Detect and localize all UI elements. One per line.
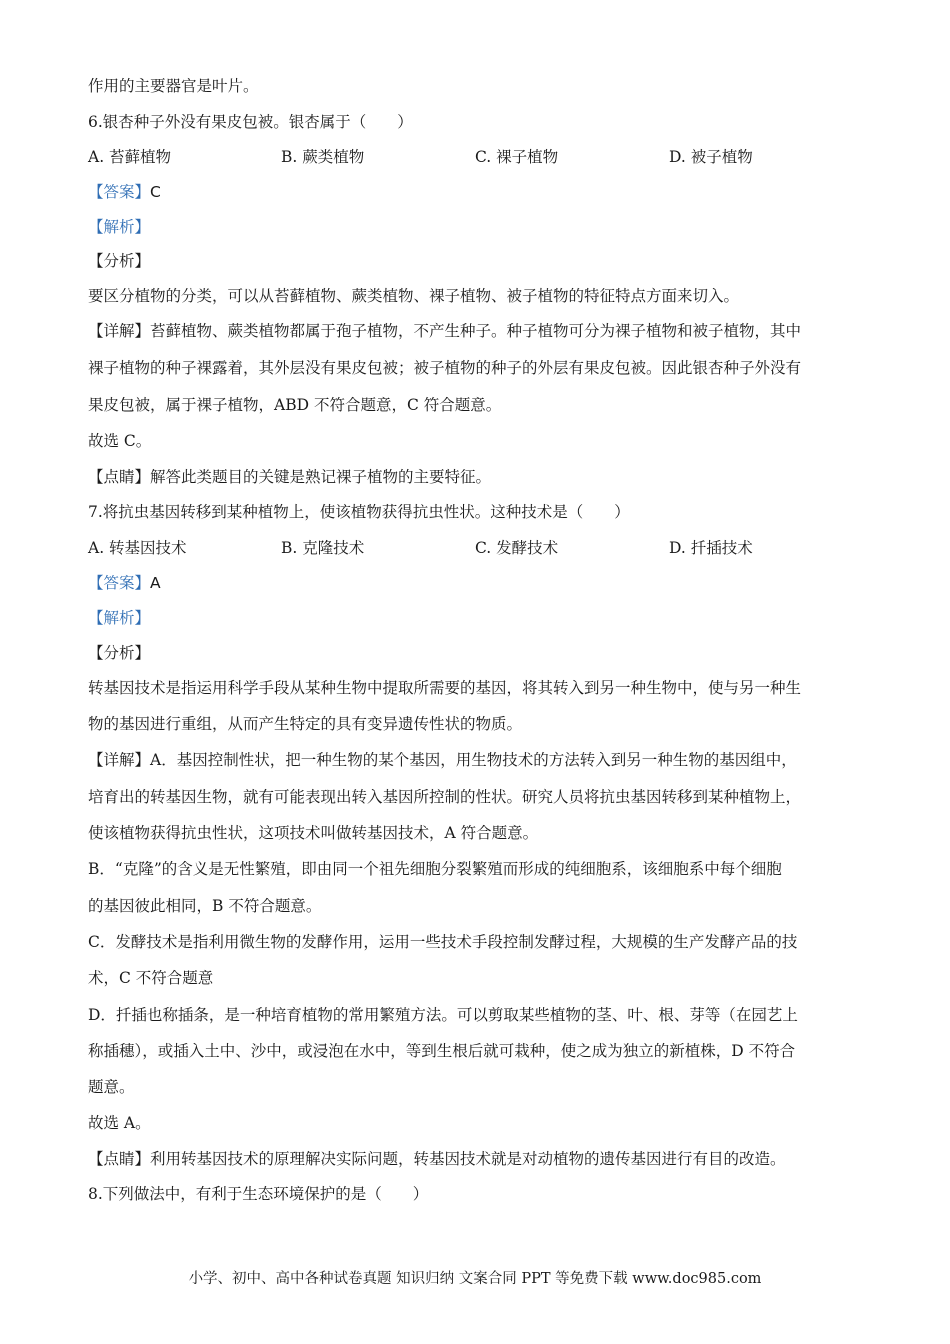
q6-option-c: C. 裸子植物 [475, 148, 559, 166]
q7-jiexi-label: 【解析】 [88, 609, 151, 627]
q7-option-b: B. 克隆技术 [281, 539, 365, 557]
xiangjie-label: 【详解】 [88, 322, 151, 340]
text-line: 题意。 [88, 1078, 135, 1096]
answer-label: 【答案】 [88, 183, 151, 201]
q6-dianjing [88, 467, 491, 487]
text-line: 称插穗），或插入土中、沙中，或浸泡在水中，等到生根后就可栽种，使之成为独立的新植株，D 不符合 [88, 1042, 796, 1060]
q7-dianjing [88, 1149, 786, 1169]
answer-value: A [150, 574, 161, 592]
text-span: 解答此类题目的关键是熟记裸子植物的主要特征。 [150, 468, 492, 486]
text-line: 使该植物获得抗虫性状，这项技术叫做转基因技术，A 符合题意。 [88, 824, 539, 842]
question-7: 7.将抗虫基因转移到某种植物上，使该植物获得抗虫性状。这种技术是（ ） [88, 503, 630, 521]
page-footer: 小学、初中、高中各种试卷真题 知识归纳 文案合同 PPT 等免费下载 www.doc985.com [188, 1271, 762, 1287]
q6-option-b: B. 蕨类植物 [281, 148, 365, 166]
text-line: 作用的主要器官是叶片。 [88, 77, 259, 95]
q7-fenxi-label: 【分析】 [88, 644, 151, 662]
text-line: 转基因技术是指运用科学手段从某种生物中提取所需要的基因，将其转入到另一种生物中，使与另一种生 [88, 679, 802, 697]
q7-answer [88, 573, 161, 593]
q6-fenxi-label: 【分析】 [88, 252, 151, 270]
text-line: 故选 A。 [88, 1114, 151, 1132]
answer-value: C [150, 183, 161, 201]
text-line: 故选 C。 [88, 432, 152, 450]
text-span: A．基因控制性状，把一种生物的某个基因，用生物技术的方法转入到另一种生物的基因组中， [150, 751, 797, 769]
q6-option-d: D. 被子植物 [669, 148, 753, 166]
q7-option-d: D. 扦插技术 [669, 539, 753, 557]
text-line: B．“克隆”的含义是无性繁殖，即由同一个祖先细胞分裂繁殖而形成的纯细胞系，该细胞系中每个细胞 [88, 860, 782, 878]
dianjing-label: 【点睛】 [88, 1150, 151, 1168]
q7-xiangjie [88, 750, 797, 770]
text-line: C．发酵技术是指利用微生物的发酵作用，运用一些技术手段控制发酵过程，大规模的生产发酵产品的技 [88, 933, 798, 951]
question-8: 8.下列做法中，有利于生态环境保护的是（ ） [88, 1185, 429, 1203]
text-span: 苔藓植物、蕨类植物都属于孢子植物，不产生种子。种子植物可分为裸子植物和被子植物，其中 [150, 322, 802, 340]
text-line: 的基因彼此相同，B 不符合题意。 [88, 897, 322, 915]
q6-xiangjie [88, 321, 801, 341]
q7-option-a: A. 转基因技术 [88, 539, 187, 557]
xiangjie-label: 【详解】 [88, 751, 151, 769]
text-line: 要区分植物的分类，可以从苔藓植物、蕨类植物、裸子植物、被子植物的特征特点方面来切入。 [88, 287, 740, 305]
text-line: 培育出的转基因生物，就有可能表现出转入基因所控制的性状。研究人员将抗虫基因转移到某种植物上， [88, 788, 802, 806]
answer-label: 【答案】 [88, 574, 151, 592]
q6-answer [88, 182, 161, 202]
q6-jiexi-label: 【解析】 [88, 218, 151, 236]
text-line: D．扦插也称插条，是一种培育植物的常用繁殖方法。可以剪取某些植物的茎、叶、根、芽等（在园艺上 [88, 1006, 798, 1024]
text-span: 利用转基因技术的原理解决实际问题，转基因技术就是对动植物的遗传基因进行有目的改造。 [150, 1150, 786, 1168]
q6-option-a: A. 苔藓植物 [88, 148, 172, 166]
text-line: 果皮包被，属于裸子植物，ABD 不符合题意，C 符合题意。 [88, 396, 502, 414]
dianjing-label: 【点睛】 [88, 468, 151, 486]
text-line: 术，C 不符合题意 [88, 969, 214, 987]
q7-option-c: C. 发酵技术 [475, 539, 559, 557]
text-line: 物的基因进行重组，从而产生特定的具有变异遗传性状的物质。 [88, 715, 523, 733]
text-line: 裸子植物的种子裸露着，其外层没有果皮包被；被子植物的种子的外层有果皮包被。因此银杏种子外没有 [88, 359, 802, 377]
question-6: 6.银杏种子外没有果皮包被。银杏属于（ ） [88, 113, 413, 131]
